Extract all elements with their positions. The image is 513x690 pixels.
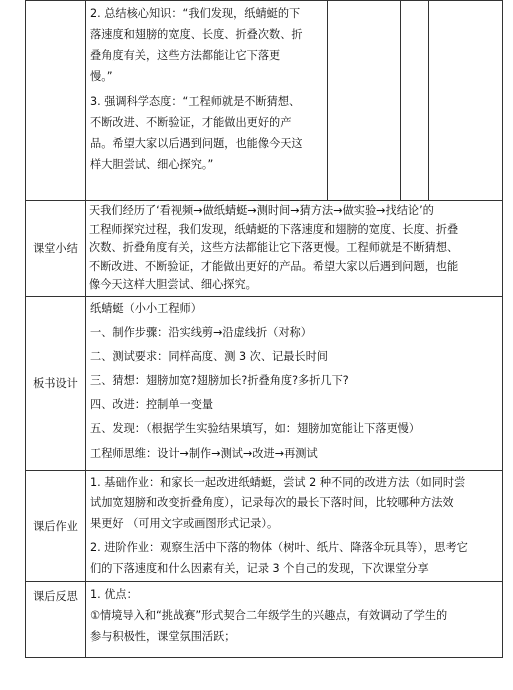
reflection-line-2: 参与积极性，课堂氛围活跃；: [90, 630, 236, 644]
class-summary-line-4: 不断改进、不断验证，才能做出更好的产品。希望大家以后遇到问题，也能: [89, 259, 459, 273]
advanced-homework-line-2: 们的下落速度和什么因素有关，记录 3 个自己的发现，下次课堂分享: [90, 561, 429, 575]
core-knowledge-line-1: 2. 总结核心知识：“我们发现，纸蜻蜓的下: [90, 7, 301, 20]
summary-continuation-cell: [86, 1, 328, 201]
summary-continuation-row: [26, 1, 503, 201]
empty-cell-5: [429, 1, 503, 201]
board-step-4: 四、改进：控制单一变量: [90, 398, 214, 412]
class-summary-line-3: 次数、折叠角度有关，这些方法都能让它下落更慢。工程师就是不断猜想、: [89, 241, 459, 254]
reflection-cell: [86, 582, 503, 658]
class-summary-line-1: 天我们经历了‘看视频→做纸蜻蜓→测时间→猜方法→做实验→找结论’的: [89, 204, 434, 217]
class-summary-line-2: 工程师探究过程，我们发现，纸蜻蜓的下落速度和翅膀的宽度、长度、折叠: [89, 222, 459, 236]
reflection-strengths-heading: 1. 优点：: [90, 588, 138, 602]
science-attitude-line-2: 不断改进、不断验证，才能做出更好的产: [90, 116, 292, 129]
lesson-plan-table: [25, 0, 503, 658]
core-knowledge-line-4: 慢。”: [90, 70, 113, 83]
class-summary-label: 课堂小结: [26, 201, 86, 297]
board-design-cell: [86, 296, 503, 470]
board-step-5: 五、发现：（根据学生实验结果填写，如：翅膀加宽能让下落更慢）: [90, 422, 421, 436]
board-step-2: 二、测试要求：同样高度、测 3 次、记最长时间: [90, 349, 328, 363]
reflection-label: 课后反思: [26, 582, 86, 658]
empty-label-cell: [26, 1, 86, 201]
core-knowledge-line-3: 叠角度有关，这些方法都能让它下落更: [90, 49, 281, 62]
reflection-row: [26, 582, 503, 658]
reflection-line-1: ①情境导入和“挑战赛”形式契合二年级学生的兴趣点，有效调动了学生的: [90, 609, 448, 623]
board-step-3: 三、猜想：翅膀加宽?翅膀加长?折叠角度?多折几下?: [90, 374, 349, 388]
science-attitude-line-4: 样大胆尝试、细心探究。”: [90, 158, 214, 171]
board-engineer-thinking: 工程师思维：设计→制作→测试→改进→再测试: [90, 446, 318, 460]
advanced-homework-line-1: 2. 进阶作业：观察生活中下落的物体（树叶、纸片、降落伞玩具等），思考它: [90, 541, 468, 555]
basic-homework-line-3: 果更好 （可用文字或画图形式记录）。: [90, 516, 279, 530]
board-title: 纸蜻蜓（小小工程师）: [90, 301, 202, 315]
basic-homework-line-2: 试加宽翅膀和改变折叠角度），记录每次的最长下落时间，比较哪种方法效: [90, 496, 454, 510]
board-step-1: 一、制作步骤：沿实线剪→沿虚线折（对称）: [90, 325, 312, 339]
homework-cell: [86, 470, 503, 582]
board-design-label: 板书设计: [26, 296, 86, 470]
core-knowledge-line-2: 落速度和翅膀的宽度、长度、折叠次数、折: [90, 28, 303, 41]
class-summary-cell: [86, 201, 503, 297]
empty-cell-4: [401, 1, 429, 201]
science-attitude-line-3: 品。希望大家以后遇到问题，也能像今天这: [90, 137, 303, 150]
homework-row: [26, 470, 503, 582]
basic-homework-line-1: 1. 基础作业：和家长一起改进纸蜻蜓，尝试 2 种不同的改进方法（如同时尝: [90, 475, 466, 489]
class-summary-line-5: 像今天这样大胆尝试、细心探究。: [89, 278, 257, 291]
class-summary-row: [26, 201, 503, 297]
empty-cell-3: [328, 1, 401, 201]
board-design-row: [26, 296, 503, 470]
science-attitude-line-1: 3. 强调科学态度：“工程师就是不断猜想、: [90, 95, 301, 108]
homework-label: 课后作业: [26, 470, 86, 582]
